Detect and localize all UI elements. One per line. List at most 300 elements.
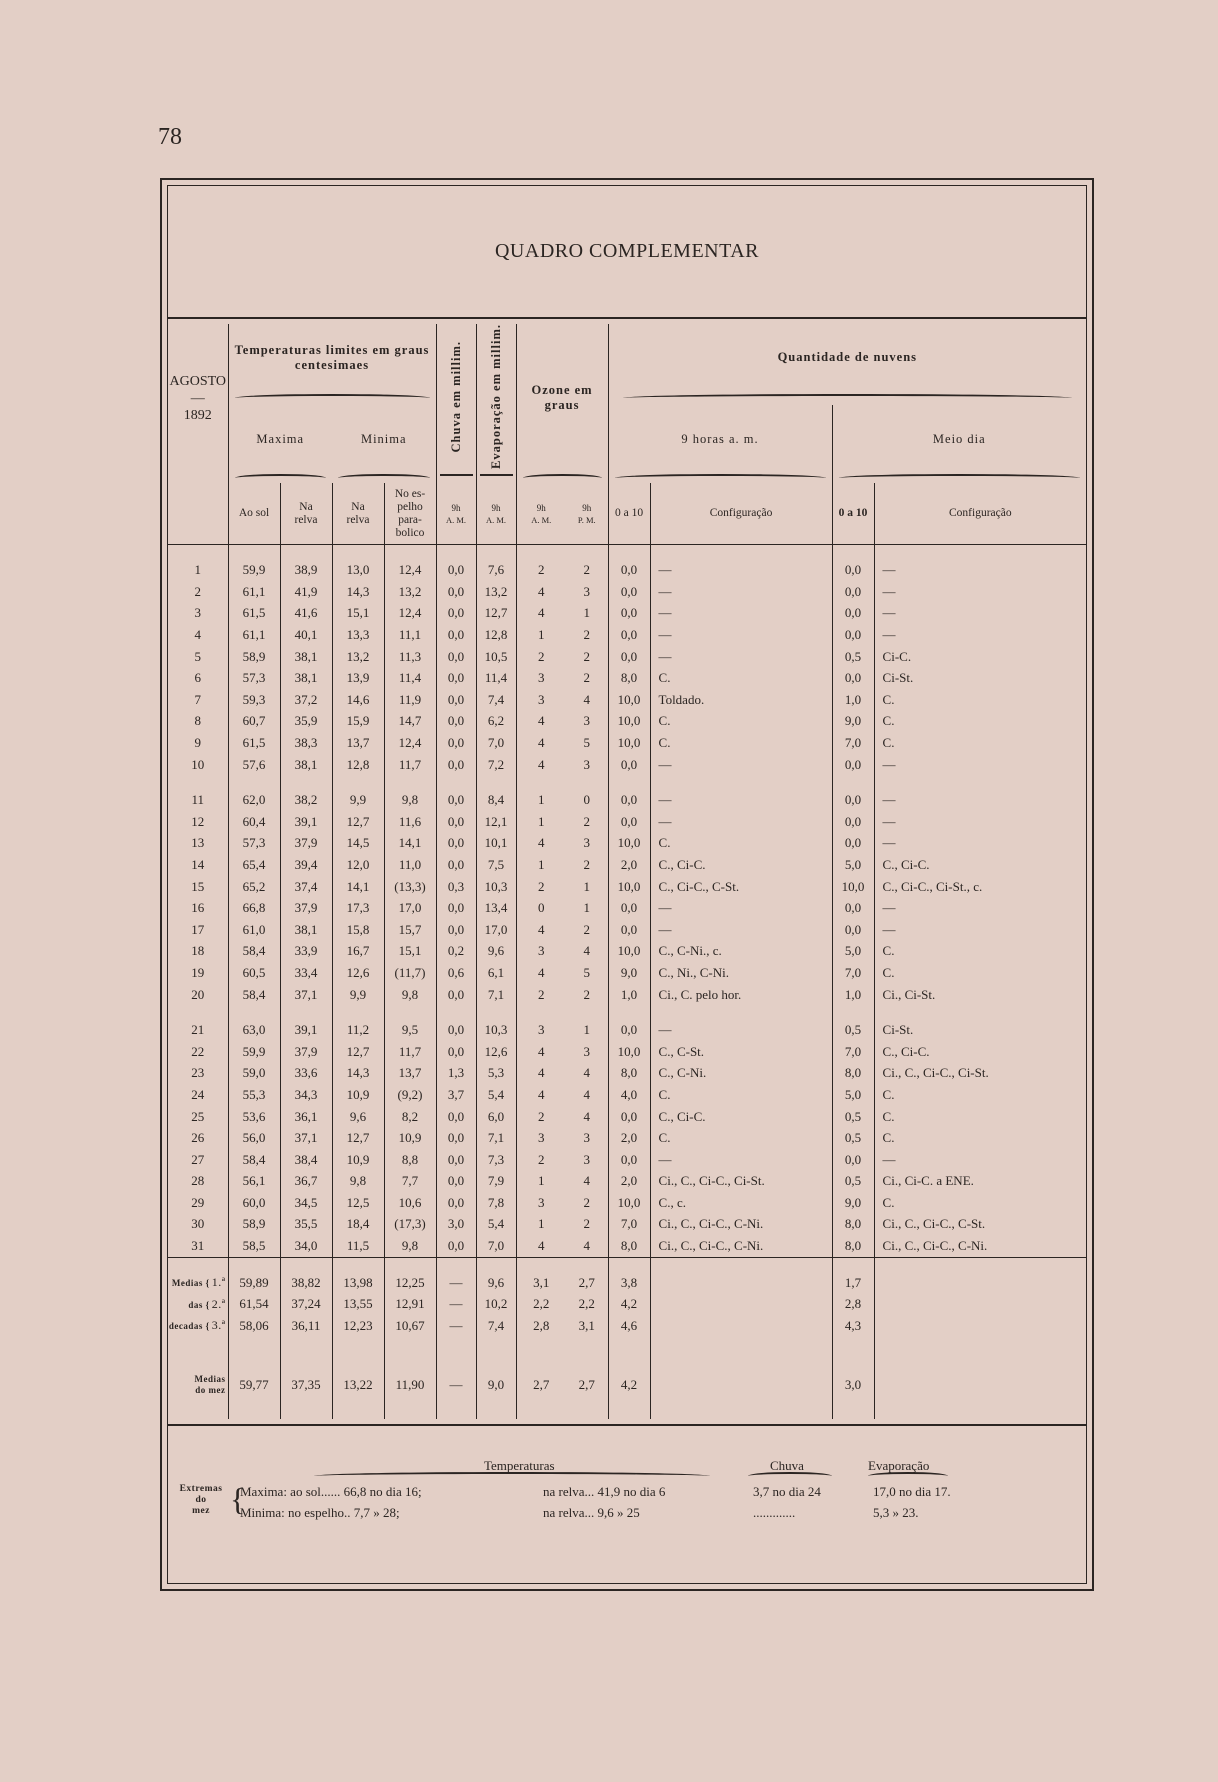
table-row (168, 1192, 1086, 1214)
table-cell: 0,0 (832, 559, 874, 581)
table-cell: 0 (583, 792, 591, 808)
table-cell: 59,9 (228, 1041, 280, 1063)
table-cell (650, 1293, 832, 1315)
table-cell: 1,0 (608, 984, 650, 1006)
ozone-pm: P. M. (577, 515, 596, 526)
maxima-extreme: Maxima: ao sol...... 66,8 no dia 16; (240, 1484, 422, 1499)
table-cell: 40,1 (280, 624, 332, 646)
table-cell: C. (874, 689, 1086, 711)
table-cell: — (874, 624, 1086, 646)
table-cell (650, 1272, 832, 1294)
nine-am-brace (608, 473, 832, 483)
table-cell: 29 (191, 1194, 205, 1210)
table-cell: 39,1 (280, 1019, 332, 1041)
table-cell: 0,0 (436, 559, 476, 581)
table-cell: 8,0 (832, 1235, 874, 1257)
table-cell: 1 (583, 1022, 591, 1038)
table-row (168, 1149, 1086, 1171)
table-cell: 37,1 (280, 984, 332, 1006)
table-cell: 5,0 (832, 1084, 874, 1106)
decade-average-label: Medias { 1.ª (171, 1275, 226, 1290)
table-cell: 16 (191, 900, 205, 916)
table-cell: 12,5 (332, 1192, 384, 1214)
table-cell: 4 (516, 1041, 566, 1063)
table-cell: 3 (516, 667, 566, 689)
table-cell: 27 (191, 1151, 205, 1167)
table-cell: 10,6 (384, 1192, 436, 1214)
table-cell: 0,0 (436, 581, 476, 603)
table-cell: Ci., C. pelo hor. (650, 984, 832, 1006)
table-cell: 8,0 (608, 1063, 650, 1085)
table-cell: 9,8 (384, 1235, 436, 1257)
table-cell: 10,0 (608, 689, 650, 711)
table-cell: — (874, 789, 1086, 811)
table-cell: 11,3 (384, 646, 436, 668)
table-cell: 7 (194, 691, 201, 707)
table-cell: 14,1 (332, 876, 384, 898)
table-cell: C., Ci-C., C-St. (650, 876, 832, 898)
table-cell: 55,3 (228, 1084, 280, 1106)
table-cell: 10,5 (476, 646, 516, 668)
month-dash: — (190, 390, 205, 406)
table-cell: 14 (191, 856, 205, 872)
table-cell: 1 (583, 878, 591, 894)
table-cell: 6,0 (476, 1106, 516, 1128)
table-cell: 4 (516, 754, 566, 776)
table-row (168, 1063, 1086, 1085)
table-cell: 8,0 (608, 1235, 650, 1257)
table-cell: Ci., C., Ci-C., Ci-St. (650, 1170, 832, 1192)
table-cell: — (650, 603, 832, 625)
table-cell: C., c. (650, 1192, 832, 1214)
table-cell: 4,0 (608, 1084, 650, 1106)
table-cell: 0,0 (436, 811, 476, 833)
table-cell: 2,8 (832, 1293, 874, 1315)
table-cell: 2,2 (516, 1293, 566, 1315)
configuration-header-2: Configuração (874, 483, 1086, 545)
table-cell: 3 (516, 689, 566, 711)
ozone-pm-hour: 9h (582, 503, 592, 514)
table-cell: C., Ci-C. (874, 1041, 1086, 1063)
group-gap (168, 545, 1086, 560)
table-cell: 0,0 (436, 1127, 476, 1149)
extremes-label (172, 1484, 230, 1517)
table-cell: 33,9 (280, 941, 332, 963)
table-cell: — (874, 603, 1086, 625)
table-cell: 10,1 (476, 833, 516, 855)
table-cell: C., Ci-C. (874, 854, 1086, 876)
table-cell: 12,91 (384, 1293, 436, 1315)
ozone-brace (516, 473, 608, 483)
table-cell: — (650, 897, 832, 919)
table-cell: 13,2 (384, 581, 436, 603)
table-cell: 3 (516, 941, 566, 963)
table-cell: 3,0 (436, 1214, 476, 1236)
rain-rule (436, 473, 476, 483)
table-cell: — (650, 646, 832, 668)
table-cell: 25 (191, 1108, 205, 1124)
table-row (168, 754, 1086, 776)
table-cell: 7,2 (476, 754, 516, 776)
table-cell: 7,6 (476, 559, 516, 581)
table-cell: 16,7 (332, 941, 384, 963)
table-cell: 28 (191, 1173, 205, 1189)
table-cell: 7,0 (832, 962, 874, 984)
table-cell: 1 (516, 811, 566, 833)
table-cell: 13,7 (332, 732, 384, 754)
table-cell: 0,0 (436, 646, 476, 668)
table-cell: 13,98 (332, 1272, 384, 1294)
table-cell: 17,0 (476, 919, 516, 941)
table-cell: 62,0 (228, 789, 280, 811)
table-cell: 65,2 (228, 876, 280, 898)
table-cell: 1 (516, 789, 566, 811)
table-cell: — (874, 754, 1086, 776)
table-cell: C. (650, 1084, 832, 1106)
table-cell: 2 (583, 627, 591, 643)
table-cell: 58,9 (228, 646, 280, 668)
table-row (168, 919, 1086, 941)
table-cell: 2 (583, 1216, 591, 1232)
table-cell: (17,3) (384, 1214, 436, 1236)
table-cell: 57,3 (228, 833, 280, 855)
rain-min-extreme: ............. (753, 1505, 796, 1520)
table-cell: 4 (583, 943, 591, 959)
table-cell: 0,3 (436, 876, 476, 898)
table-cell: C. (874, 1192, 1086, 1214)
table-cell: — (874, 811, 1086, 833)
table-cell: 0,0 (436, 754, 476, 776)
table-cell: 6,2 (476, 711, 516, 733)
table-cell: 4 (516, 1063, 566, 1085)
table-row (168, 559, 1086, 581)
table-cell: 2 (583, 562, 591, 578)
table-cell: 33,4 (280, 962, 332, 984)
table-cell: 58,5 (228, 1235, 280, 1257)
page-title: QUADRO COMPLEMENTAR (494, 240, 760, 262)
table-cell: 10,9 (332, 1084, 384, 1106)
table-cell: 0,0 (436, 603, 476, 625)
table-cell: C., C-Ni. (650, 1063, 832, 1085)
table-cell: 3 (583, 583, 591, 599)
table-cell: 2 (516, 646, 566, 668)
table-row (168, 854, 1086, 876)
table-cell: 11,5 (332, 1235, 384, 1257)
table-cell: Ci-St. (874, 1019, 1086, 1041)
table-row (168, 1084, 1086, 1106)
table-cell: 10,0 (608, 876, 650, 898)
table-cell: 5 (194, 648, 201, 664)
table-cell: 61,1 (228, 581, 280, 603)
table-cell: 13,7 (384, 1063, 436, 1085)
table-cell: 10,0 (608, 941, 650, 963)
table-cell: 12,7 (332, 811, 384, 833)
table-cell: 10 (191, 756, 205, 772)
table-cell: 35,5 (280, 1214, 332, 1236)
table-cell (874, 1272, 1086, 1294)
table-cell: — (436, 1272, 476, 1294)
table-cell: 1 (516, 1214, 566, 1236)
table-cell: 1 (516, 1170, 566, 1192)
table-cell: 58,06 (228, 1315, 280, 1337)
table-cell: C., C-St. (650, 1041, 832, 1063)
month-header (168, 324, 228, 473)
table-cell: 8,4 (476, 789, 516, 811)
table-cell: 10,67 (384, 1315, 436, 1337)
table-cell: 4 (516, 1084, 566, 1106)
table-cell: 0,0 (832, 754, 874, 776)
evaporation-am: A. M. (485, 515, 507, 526)
table-cell (650, 1365, 832, 1405)
table-cell: 0,0 (608, 603, 650, 625)
evaporation-header (476, 324, 516, 473)
decade-index: 1.ª (211, 1275, 226, 1290)
group-gap (168, 1351, 1086, 1365)
table-cell: 12,1 (476, 811, 516, 833)
table-cell: — (436, 1293, 476, 1315)
table-cell: 9,8 (332, 1170, 384, 1192)
table-cell: 0,0 (436, 919, 476, 941)
table-cell: 12,7 (476, 603, 516, 625)
table-cell: 7,1 (476, 1127, 516, 1149)
table-row (168, 833, 1086, 855)
table-cell (874, 1365, 1086, 1405)
table-cell: 4 (516, 581, 566, 603)
table-cell: 12,4 (384, 732, 436, 754)
table-cell: 56,0 (228, 1127, 280, 1149)
table-cell: 38,1 (280, 919, 332, 941)
table-cell: 3 (194, 605, 201, 621)
table-cell: 58,9 (228, 1214, 280, 1236)
evaporation-hour-header (476, 483, 516, 545)
temperatures-title: Temperaturas (484, 1458, 555, 1473)
decade-label-word: das (188, 1299, 203, 1310)
table-cell: 7,1 (476, 984, 516, 1006)
table-cell: 2,0 (608, 1170, 650, 1192)
table-cell: 3 (516, 1019, 566, 1041)
table-cell: 4 (516, 962, 566, 984)
table-cell: 8,0 (832, 1063, 874, 1085)
table-row (168, 624, 1086, 646)
table-cell: 10,0 (608, 833, 650, 855)
table-cell: 60,5 (228, 962, 280, 984)
table-cell: 8,0 (608, 667, 650, 689)
table-cell: 0,0 (436, 732, 476, 754)
table-cell: 4 (583, 1108, 591, 1124)
table-cell: 22 (191, 1043, 205, 1059)
temperatures-brace (314, 1472, 710, 1480)
table-cell: 11,9 (384, 689, 436, 711)
table-cell: 9,0 (832, 711, 874, 733)
table-cell: 2 (583, 648, 591, 664)
table-cell: 0 (516, 897, 566, 919)
table-cell: 8,2 (384, 1106, 436, 1128)
table-cell: 13,2 (332, 646, 384, 668)
decade-average-row (168, 1293, 1086, 1315)
nine-am-header: 9 horas a. m. (608, 405, 832, 472)
table-cell: 0,6 (436, 962, 476, 984)
table-cell: 36,11 (280, 1315, 332, 1337)
table-cell: C. (650, 732, 832, 754)
table-cell: 4 (583, 691, 591, 707)
table-cell: 4 (583, 1173, 591, 1189)
table-cell: 3 (583, 1043, 591, 1059)
table-row (168, 667, 1086, 689)
minima-header: Minima (360, 431, 407, 446)
table-cell: 26 (191, 1130, 205, 1146)
table-cell: Ci-St. (874, 667, 1086, 689)
table-cell: 37,1 (280, 1127, 332, 1149)
table-cell: 12,6 (332, 962, 384, 984)
extremes-brace: { (230, 1481, 246, 1517)
table-cell: 3 (516, 1127, 566, 1149)
decade-index: 2.ª (211, 1296, 226, 1311)
table-cell: 4 (516, 603, 566, 625)
rain-extreme-brace (748, 1472, 832, 1480)
relva-max-extreme: na relva... 41,9 no dia 6 (543, 1484, 666, 1499)
table-cell: 4 (516, 1235, 566, 1257)
table-cell: 11,7 (384, 754, 436, 776)
table-cell: 0,0 (436, 1106, 476, 1128)
rain-header (436, 324, 476, 473)
group-gap (168, 1005, 1086, 1019)
table-cell: 37,4 (280, 876, 332, 898)
table-cell: 38,4 (280, 1149, 332, 1171)
table-cell: 7,0 (608, 1214, 650, 1236)
table-row (168, 581, 1086, 603)
table-cell: 0,0 (608, 559, 650, 581)
table-cell: 0,0 (436, 624, 476, 646)
table-cell: 2 (583, 921, 591, 937)
group-gap (168, 1337, 1086, 1351)
table-cell: 13,4 (476, 897, 516, 919)
table-cell: 10,9 (384, 1127, 436, 1149)
table-cell: 10,0 (608, 732, 650, 754)
month-label: AGOSTO (169, 373, 227, 389)
table-cell: 0,0 (832, 919, 874, 941)
table-cell: Ci., C., Ci-C., C-Ni. (650, 1214, 832, 1236)
table-cell: 12,8 (332, 754, 384, 776)
table-cell: 13,22 (332, 1365, 384, 1405)
table-cell: 15 (191, 878, 205, 894)
table-cell: — (650, 754, 832, 776)
table-cell: 9,9 (332, 984, 384, 1006)
minima-extreme: Minima: no espelho.. 7,7 » 28; (240, 1505, 400, 1520)
table-cell: 0,0 (436, 789, 476, 811)
table-cell: 1 (516, 854, 566, 876)
table-cell: 3 (516, 1192, 566, 1214)
table-cell: 10,2 (476, 1293, 516, 1315)
table-cell: 2 (516, 984, 566, 1006)
table-cell: C. (874, 941, 1086, 963)
table-cell: 59,77 (228, 1365, 280, 1405)
table-cell: 1,0 (832, 984, 874, 1006)
table-cell: 12,6 (476, 1041, 516, 1063)
scale-header-2: 0 a 10 (832, 483, 874, 545)
table-cell: 1,7 (832, 1272, 874, 1294)
table-cell: 0,0 (608, 646, 650, 668)
table-cell: 2 (583, 670, 591, 686)
table-cell: — (650, 1019, 832, 1041)
table-cell: 5,0 (832, 854, 874, 876)
table-cell: 10,0 (832, 876, 874, 898)
table-cell: 0,0 (608, 624, 650, 646)
table-cell: 34,3 (280, 1084, 332, 1106)
table-cell: 5,4 (476, 1084, 516, 1106)
table-cell: 7,0 (476, 732, 516, 754)
table-cell: 2,0 (608, 1127, 650, 1149)
table-cell: 13,0 (332, 559, 384, 581)
monthly-average-label (168, 1365, 228, 1405)
table-cell: 4,2 (608, 1293, 650, 1315)
table-cell: 2 (583, 1194, 591, 1210)
table-row (168, 732, 1086, 754)
table-cell: 3,8 (608, 1272, 650, 1294)
table-cell: 14,3 (332, 581, 384, 603)
table-cell: 9,6 (476, 1272, 516, 1294)
decade-average-label: decadas { 3.ª (168, 1318, 226, 1333)
table-row (168, 811, 1086, 833)
table-cell: 12,25 (384, 1272, 436, 1294)
table-cell: 7,9 (476, 1170, 516, 1192)
table-cell: C. (874, 1084, 1086, 1106)
table-cell: 0,0 (436, 1235, 476, 1257)
table-row (168, 1019, 1086, 1041)
table-cell: 0,0 (436, 984, 476, 1006)
ozone-label: Ozone em graus (531, 383, 593, 413)
clouds-brace (608, 391, 1086, 405)
table-cell: 0,0 (608, 919, 650, 941)
table-cell: 8,8 (384, 1149, 436, 1171)
table-cell: 4,2 (608, 1365, 650, 1405)
table-cell: 0,0 (436, 667, 476, 689)
table-cell: 12,23 (332, 1315, 384, 1337)
table-cell: C. (874, 962, 1086, 984)
table-cell: 1 (583, 900, 591, 916)
evaporation-extreme-title: Evaporação (868, 1458, 930, 1473)
table-cell: 20 (191, 986, 205, 1002)
table-cell: 10,0 (608, 1192, 650, 1214)
table-cell: 8 (194, 713, 201, 729)
ozone-am: A. M. (531, 515, 552, 526)
table-cell: — (650, 919, 832, 941)
table-cell: (11,7) (384, 962, 436, 984)
table-cell: 0,0 (832, 833, 874, 855)
table-row (168, 941, 1086, 963)
table-cell: C. (874, 1106, 1086, 1128)
rain-hour: 9h (451, 503, 461, 514)
table-cell: 17,3 (332, 897, 384, 919)
monthly-average-row (168, 1365, 1086, 1405)
evaporation-rule (476, 473, 516, 483)
table-cell: 38,82 (280, 1272, 332, 1294)
table-cell: 9,6 (476, 941, 516, 963)
table-cell: 0,5 (832, 1106, 874, 1128)
table-cell: 11,0 (384, 854, 436, 876)
table-cell: 9,8 (384, 789, 436, 811)
table-cell: 0,0 (436, 1019, 476, 1041)
evaporation-label: Evaporação em millim. (489, 324, 504, 469)
monthly-label-2: do mez (195, 1384, 226, 1395)
table-cell: 0,0 (832, 897, 874, 919)
table-cell: 1 (194, 562, 201, 578)
table-cell: 13,55 (332, 1293, 384, 1315)
table-row (168, 1235, 1086, 1257)
table-cell: 0,0 (436, 854, 476, 876)
table-cell: 12,8 (476, 624, 516, 646)
table-cell: 10,0 (608, 1041, 650, 1063)
table-cell: 3 (583, 756, 591, 772)
